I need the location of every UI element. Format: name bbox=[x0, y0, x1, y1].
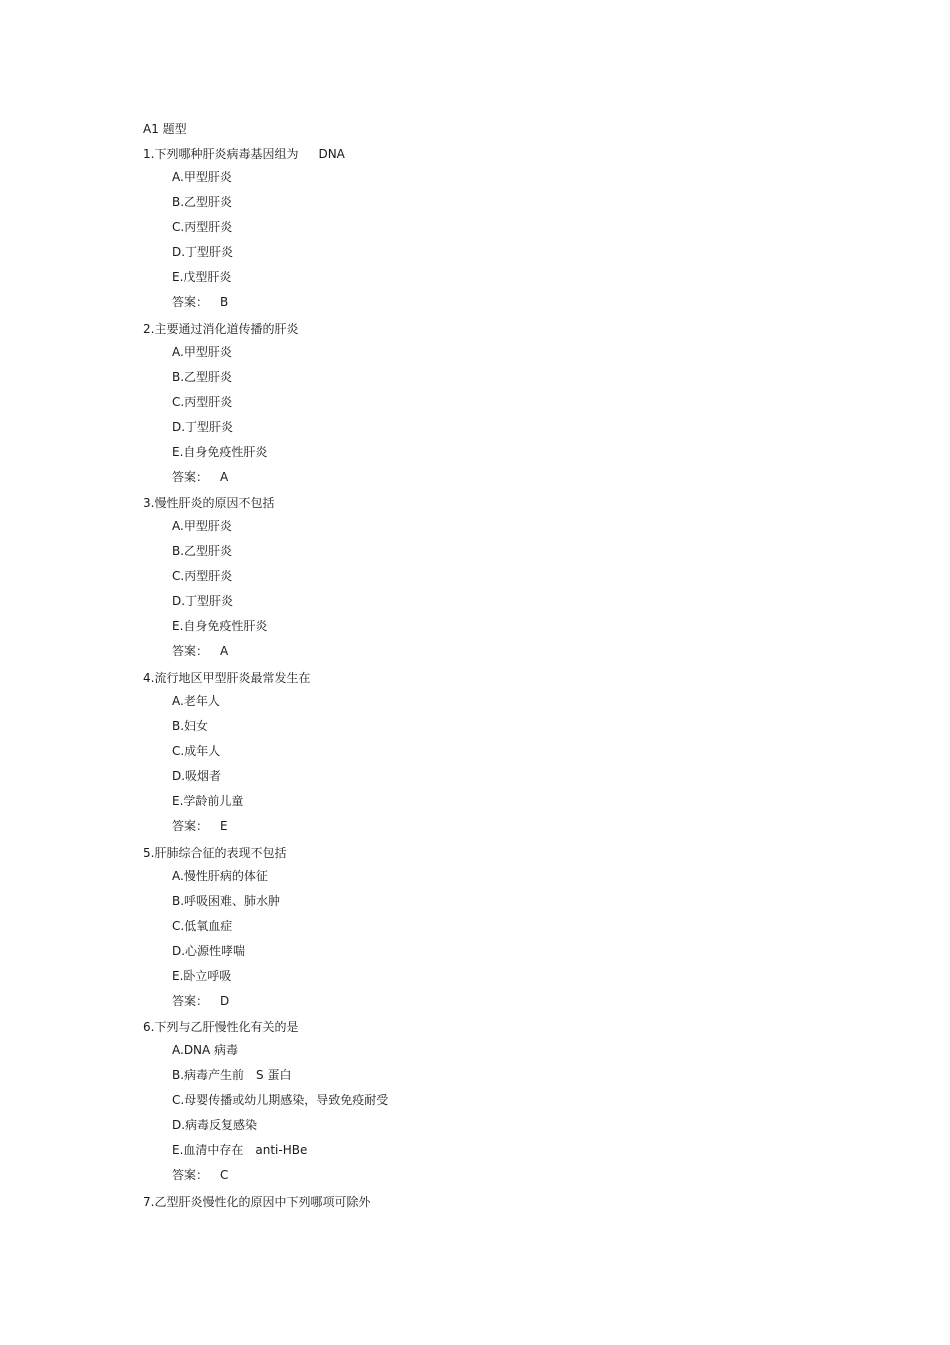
answer-option: D.吸烟者 bbox=[172, 769, 222, 783]
answer-label: 答案： bbox=[172, 819, 209, 833]
answer-label: 答案： bbox=[172, 644, 209, 658]
question-stem bbox=[143, 495, 274, 511]
question-stem bbox=[143, 845, 286, 861]
answer-option: D.心源性哮喘 bbox=[172, 944, 246, 958]
answer-option: E.戊型肝炎 bbox=[172, 270, 232, 284]
answer-option: A.慢性肝病的体征 bbox=[172, 869, 268, 883]
question-stem bbox=[143, 321, 298, 337]
question-stem bbox=[143, 1019, 298, 1035]
answer-option: D.病毒反复感染 bbox=[172, 1118, 258, 1132]
answer-option: C.母婴传播或幼儿期感染，导致免疫耐受 bbox=[172, 1093, 389, 1107]
answer-option: A.甲型肝炎 bbox=[172, 519, 232, 533]
answer-label: 答案： bbox=[172, 1168, 209, 1182]
answer-label: 答案： bbox=[172, 470, 209, 484]
answer-option: C.丙型肝炎 bbox=[172, 569, 233, 583]
question-stem-text: 3.慢性肝炎的原因不包括 bbox=[143, 496, 275, 510]
answer-line bbox=[172, 993, 229, 1009]
answer-option: E.学龄前儿童 bbox=[172, 794, 244, 808]
answer-option: A.DNA 病毒 bbox=[172, 1043, 239, 1057]
question-stem-text: 5.肝肺综合征的表现不包括 bbox=[143, 846, 287, 860]
answer-option: E.血清中存在 anti-HBe bbox=[172, 1143, 308, 1157]
answer-value: D bbox=[220, 994, 230, 1008]
answer-option: B.乙型肝炎 bbox=[172, 195, 233, 209]
question-stem bbox=[143, 1194, 370, 1210]
answer-label: 答案： bbox=[172, 994, 209, 1008]
answer-label: 答案： bbox=[172, 295, 209, 309]
question-stem-text: 7.乙型肝炎慢性化的原因中下列哪项可除外 bbox=[143, 1195, 371, 1209]
answer-option: D.丁型肝炎 bbox=[172, 245, 234, 259]
answer-line bbox=[172, 469, 228, 485]
answer-value: A bbox=[220, 644, 229, 658]
answer-option: A.甲型肝炎 bbox=[172, 170, 232, 184]
question-stem-suffix: DNA bbox=[318, 147, 345, 161]
answer-option: C.成年人 bbox=[172, 744, 221, 758]
answer-line bbox=[172, 643, 228, 659]
answer-value: A bbox=[220, 470, 229, 484]
answer-option: C.丙型肝炎 bbox=[172, 395, 233, 409]
question-stem-text: 2.主要通过消化道传播的肝炎 bbox=[143, 322, 299, 336]
answer-option: B.妇女 bbox=[172, 719, 209, 733]
answer-option: E.自身免疫性肝炎 bbox=[172, 619, 268, 633]
answer-option: B.乙型肝炎 bbox=[172, 544, 233, 558]
answer-value: C bbox=[220, 1168, 229, 1182]
answer-value: E bbox=[220, 819, 228, 833]
answer-line bbox=[172, 1167, 228, 1183]
question-stem-text: 1.下列哪种肝炎病毒基因组为 bbox=[143, 147, 299, 161]
answer-line bbox=[172, 294, 228, 310]
answer-option: A.甲型肝炎 bbox=[172, 345, 232, 359]
answer-option: E.自身免疫性肝炎 bbox=[172, 445, 268, 459]
question-stem bbox=[143, 670, 310, 686]
question-stem-text: 4.流行地区甲型肝炎最常发生在 bbox=[143, 671, 311, 685]
answer-line bbox=[172, 818, 228, 834]
question-stem-text: 6.下列与乙肝慢性化有关的是 bbox=[143, 1020, 299, 1034]
answer-option: A.老年人 bbox=[172, 694, 220, 708]
answer-option: B.病毒产生前 S 蛋白 bbox=[172, 1068, 292, 1082]
answer-option: C.低氧血症 bbox=[172, 919, 233, 933]
answer-option: B.呼吸困难、肺水肿 bbox=[172, 894, 281, 908]
answer-option: B.乙型肝炎 bbox=[172, 370, 233, 384]
section-heading: A1 题型 bbox=[143, 122, 187, 136]
answer-option: D.丁型肝炎 bbox=[172, 594, 234, 608]
answer-value: B bbox=[220, 295, 229, 309]
answer-option: D.丁型肝炎 bbox=[172, 420, 234, 434]
answer-option: C.丙型肝炎 bbox=[172, 220, 233, 234]
question-stem bbox=[143, 146, 345, 162]
answer-option: E.卧立呼吸 bbox=[172, 969, 232, 983]
